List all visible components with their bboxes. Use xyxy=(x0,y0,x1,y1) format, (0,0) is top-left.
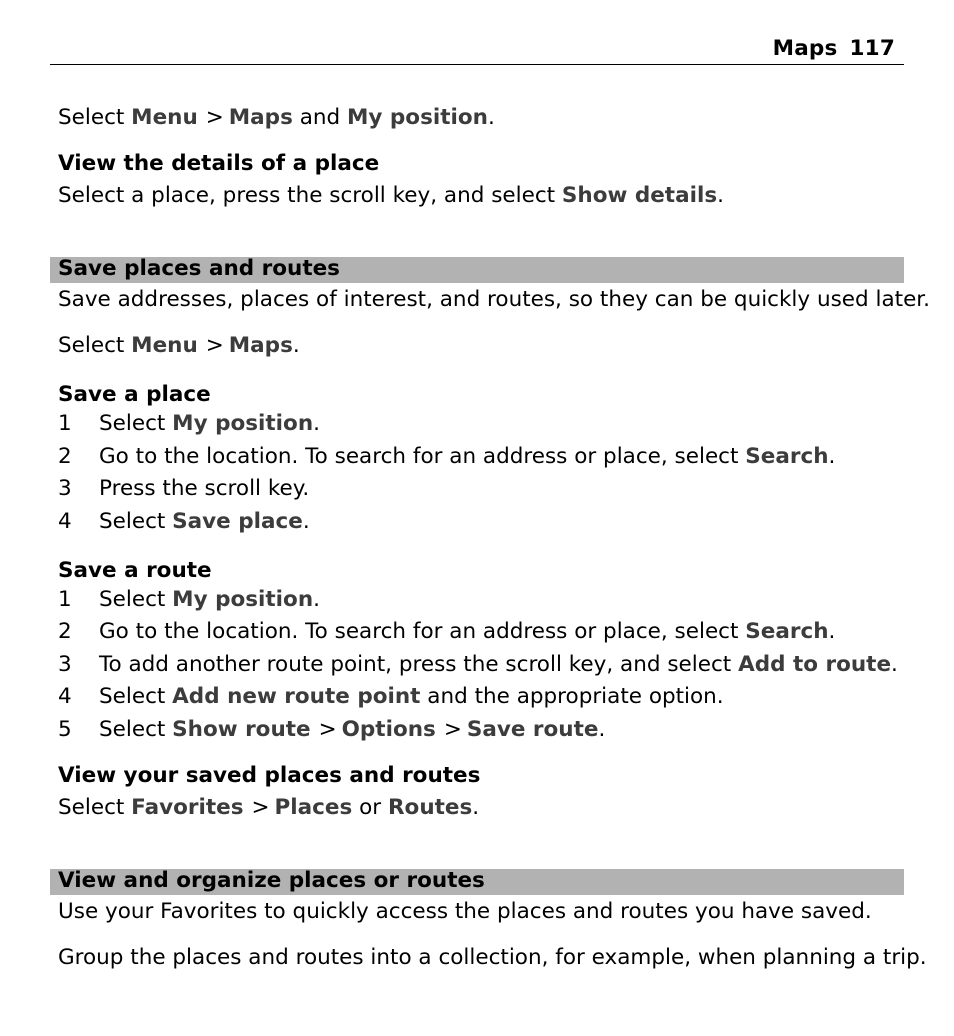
text-period: . xyxy=(313,587,320,612)
section-title-save: Save places and routes xyxy=(58,256,340,281)
text-period: . xyxy=(292,333,300,358)
header-rule xyxy=(50,64,904,65)
key-add-to-route: Add to route xyxy=(738,652,892,677)
save-path-line xyxy=(58,332,300,360)
step-text: Select xyxy=(99,717,166,742)
running-header xyxy=(773,36,895,61)
key-add-new-route-point: Add new route point xyxy=(172,684,421,709)
step-text: Select xyxy=(99,411,166,436)
key-maps: Maps xyxy=(228,105,293,130)
path-separator: > xyxy=(205,105,224,130)
text-period: . xyxy=(828,619,836,644)
path-separator: > xyxy=(205,333,224,358)
step-text: Select xyxy=(99,684,166,709)
organize-p2: Group the places and routes into a collection, for example, when planning a trip. xyxy=(58,945,927,970)
header-section: Maps xyxy=(772,36,838,61)
text-select: Select xyxy=(58,333,125,358)
key-save-route: Save route xyxy=(466,717,599,742)
save-place-step-4 xyxy=(58,508,310,536)
key-search: Search xyxy=(745,619,829,644)
key-my-position: My position xyxy=(172,411,314,436)
text-period: . xyxy=(717,183,724,208)
details-heading: View the details of a place xyxy=(58,151,380,176)
step-number: 2 xyxy=(58,444,72,469)
organize-p1: Use your Favorites to quickly access the places and routes you have saved. xyxy=(58,899,872,924)
text-period: . xyxy=(891,652,898,677)
save-route-heading: Save a route xyxy=(58,558,212,583)
step-text: Go to the location. To search for an address or place, select xyxy=(99,444,739,469)
key-menu: Menu xyxy=(131,333,198,358)
step-text-tail: and the appropriate option. xyxy=(427,684,724,709)
step-number: 4 xyxy=(58,684,72,709)
key-save-place: Save place xyxy=(172,509,303,534)
save-intro: Save addresses, places of interest, and routes, so they can be quickly used later. xyxy=(58,287,931,312)
save-route-step-2 xyxy=(58,618,835,646)
page-number: 117 xyxy=(849,36,895,61)
key-my-position: My position xyxy=(172,587,314,612)
details-line xyxy=(58,182,724,210)
save-route-step-1 xyxy=(58,586,320,614)
key-favorites: Favorites xyxy=(131,795,244,820)
key-search: Search xyxy=(745,444,829,469)
text-select: Select xyxy=(58,105,125,130)
text-period: . xyxy=(598,717,606,742)
text-select: Select xyxy=(58,795,125,820)
step-text: Select xyxy=(99,587,166,612)
section-bar-save xyxy=(50,257,904,283)
step-number: 3 xyxy=(58,652,72,677)
step-number: 1 xyxy=(58,587,72,612)
text-period: . xyxy=(313,411,320,436)
details-text: Select a place, press the scroll key, and select xyxy=(58,183,556,208)
path-separator: > xyxy=(318,717,337,742)
text-period: . xyxy=(487,105,495,130)
step-number: 4 xyxy=(58,509,72,534)
step-number: 1 xyxy=(58,411,72,436)
text-period: . xyxy=(828,444,836,469)
save-route-step-4 xyxy=(58,683,724,711)
key-maps: Maps xyxy=(228,333,293,358)
view-saved-heading: View your saved places and routes xyxy=(58,763,481,788)
key-my-position: My position xyxy=(347,105,488,130)
text-and: and xyxy=(299,105,341,130)
step-number: 2 xyxy=(58,619,72,644)
save-route-step-5 xyxy=(58,716,605,744)
text-period: . xyxy=(472,795,480,820)
step-text: Press the scroll key. xyxy=(99,476,310,501)
save-place-step-3 xyxy=(58,475,309,503)
key-show-route: Show route xyxy=(172,717,311,742)
intro-line xyxy=(58,104,495,132)
section-bar-organize xyxy=(50,869,904,895)
save-place-step-1 xyxy=(58,410,320,438)
key-show-details: Show details xyxy=(561,183,718,208)
text-or: or xyxy=(359,795,382,820)
step-text: To add another route point, press the scroll key, and select xyxy=(99,652,732,677)
path-separator: > xyxy=(251,795,270,820)
text-period: . xyxy=(302,509,310,534)
step-text: Go to the location. To search for an address or place, select xyxy=(99,619,739,644)
key-options: Options xyxy=(341,717,436,742)
step-text: Select xyxy=(99,509,166,534)
key-routes: Routes xyxy=(388,795,473,820)
save-route-step-3 xyxy=(58,651,898,679)
save-place-step-2 xyxy=(58,443,835,471)
step-number: 3 xyxy=(58,476,72,501)
path-separator: > xyxy=(443,717,462,742)
view-saved-line xyxy=(58,794,479,822)
key-menu: Menu xyxy=(131,105,198,130)
step-number: 5 xyxy=(58,717,72,742)
key-places: Places xyxy=(274,795,353,820)
section-title-organize: View and organize places or routes xyxy=(58,868,485,893)
save-place-heading: Save a place xyxy=(58,382,211,407)
